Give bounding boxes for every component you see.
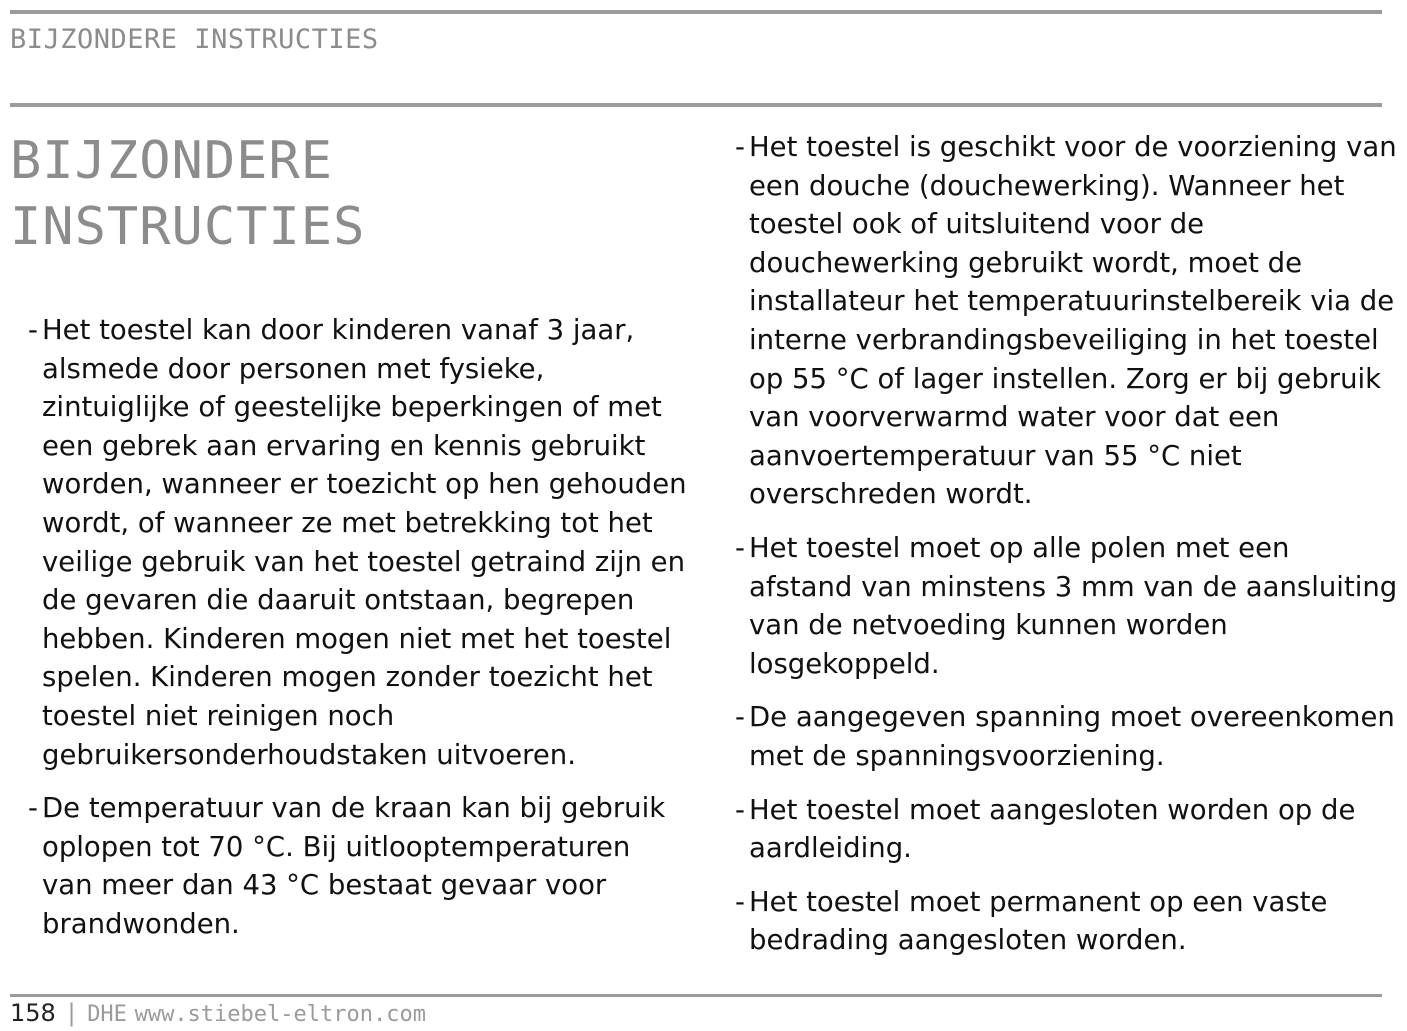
list-item: - De temperatuur van de kraan kan bij gebruik oplopen tot 70 °C. Bij uitlooptemperaturen van meer dan 43 °C bestaat gevaar voor brandwonden. (24, 789, 689, 943)
list-item: - Het toestel is geschikt voor de voorziening van een douche (douchewerking). Wanneer het toestel ook of uitsluitend voor de douchewerking gebruikt wordt, moet de installateur het temperatuurinstelbereik via de interne verbrandingsbeveiliging in het toestel op 55 °C of lager instellen. Zorg er bij gebruik van voorverwarmd water voor dat een aanvoertemperatuur van 55 °C niet overschreden wordt. (731, 128, 1399, 514)
header-bottom-rule (10, 103, 1382, 107)
header-top-rule (10, 10, 1382, 14)
footer-url: www.stiebel-eltron.com (134, 1002, 426, 1027)
list-item: - Het toestel moet op alle polen met een afstand van minstens 3 mm van de aansluiting van de netvoeding kunnen worden losgekoppeld. (731, 529, 1399, 683)
page-footer (10, 997, 426, 1031)
list-item: - Het toestel kan door kinderen vanaf 3 jaar, alsmede door personen met fysieke, zintuiglijke of geestelijke beperkingen of met een gebrek aan ervaring en kennis gebruikt worden, wanneer er toezicht op hen gehouden wordt, of wanneer ze met betrekking tot het veilige gebruik van het toestel getraind zijn en de gevaren die daaruit ontstaan, begrepen hebben. Kinderen mogen niet met het toestel spelen. Kinderen mogen zonder toezicht het toestel niet reinigen noch gebruikersonderhoudstaken uitvoeren. (24, 311, 689, 774)
footer-separator: | (67, 999, 76, 1027)
page-title-line-1: BIJZONDERE (10, 131, 334, 191)
running-header: BIJZONDERE INSTRUCTIES (10, 24, 379, 55)
list-item: - Het toestel moet permanent op een vaste bedrading aangesloten worden. (731, 883, 1399, 960)
left-column-list (24, 311, 689, 959)
list-item: - De aangegeven spanning moet overeenkomen met de spanningsvoorziening. (731, 698, 1399, 775)
right-column-list (731, 128, 1399, 975)
page-title (10, 128, 570, 260)
page-title-line-2: INSTRUCTIES (10, 197, 366, 257)
footer-doc-code: DHE (87, 1002, 127, 1027)
list-item: - Het toestel moet aangesloten worden op de aardleiding. (731, 791, 1399, 868)
page-number: 158 (10, 999, 56, 1027)
